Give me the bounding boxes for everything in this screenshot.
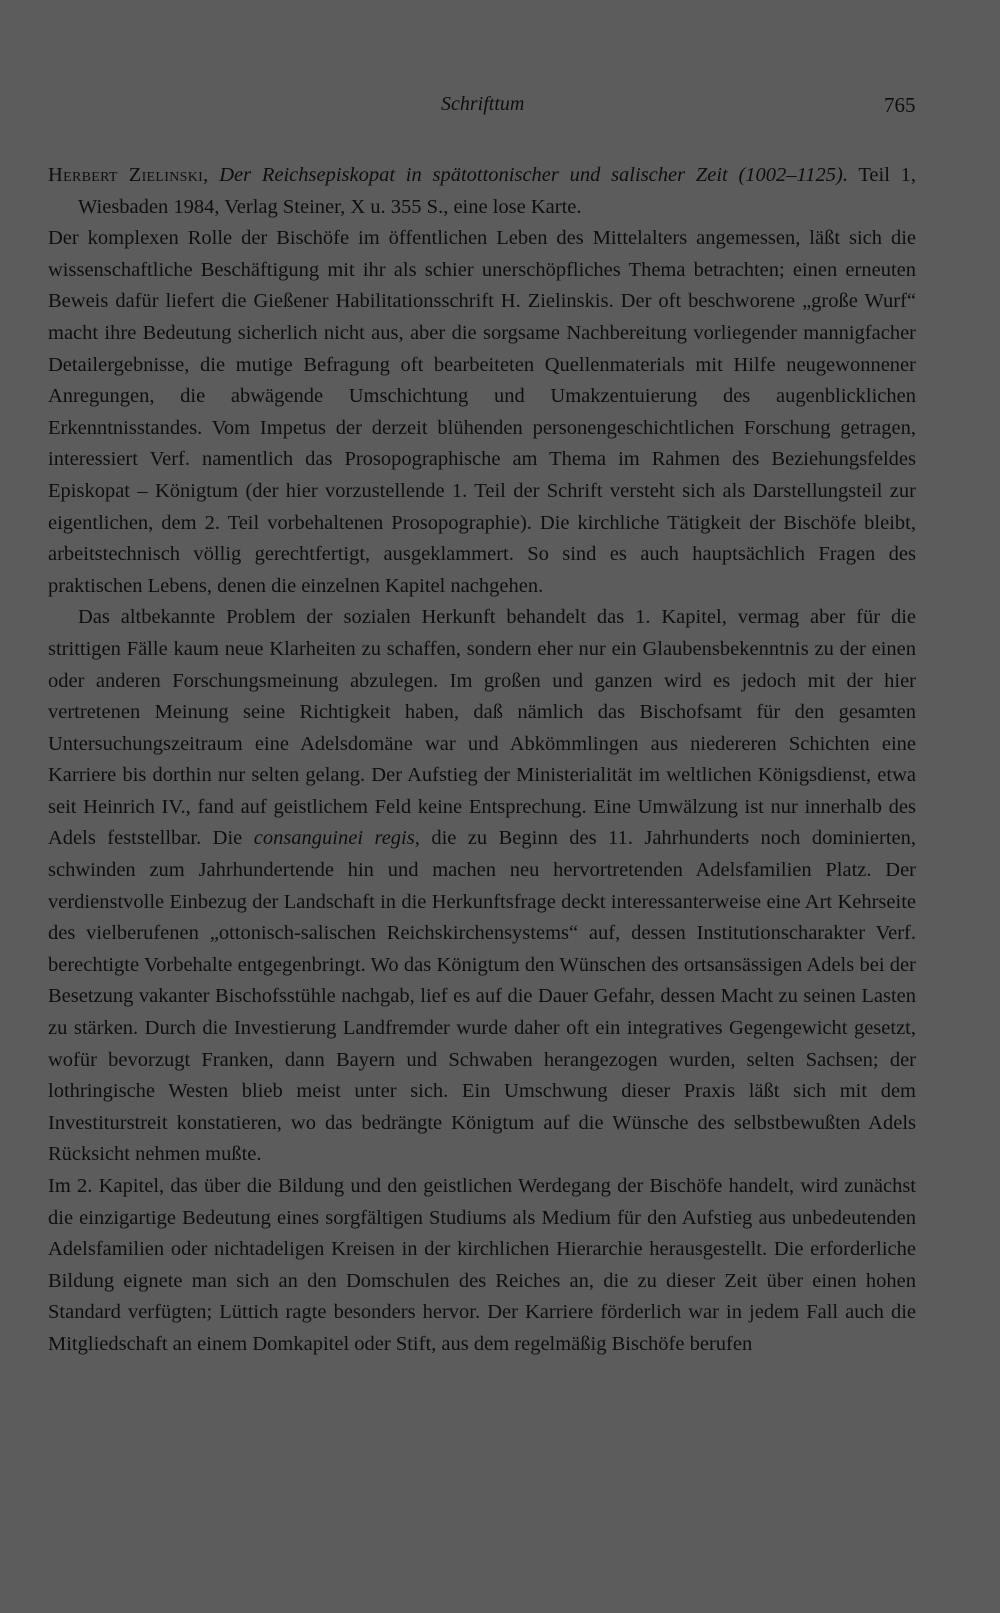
bibliographic-entry xyxy=(48,160,916,223)
paragraph-2-italic-term: consanguinei regis, xyxy=(253,827,420,850)
entry-title: Der Reichsepiskopat in spätottonischer und salischer Zeit (1002–1125). xyxy=(219,164,848,186)
paragraph-2-text-b: die zu Beginn des 11. Jahrhunderts noch dominierten, schwinden zum Jahrhundertende hin und machen neu hervortretenden Adelsfamilien Platz. Der verdienstvolle Einbezug der Landschaft in die Herkunftsfrage deckt interessanterweise eine Art Kehrseite des vielberufenen „ottonisch-salischen Reichskirchensystems“ auf, dessen Institutionscharakter Verf. berechtigte Vorbehalte entgegenbringt. Wo das Königtum den Wünschen des ortsansässigen Adels bei der Besetzung vakanter Bischofsstühle nachgab, lief es auf die Dauer Gefahr, dessen Macht zu seinen Lasten zu stärken. Durch die Investierung Landfremder wurde daher oft ein integratives Gegengewicht gesetzt, wofür bevorzugt Franken, dann Bayern und Schwaben herangezogen wurden, selten Sachsen; der lothringische Westen blieb meist unter sich. Ein Umschwung dieser Praxis läßt sich mit dem Investiturstreit konstatieren, wo das bedrängte Königtum auf die Wünsche des selbstbewußten Adels Rücksicht nehmen mußte. xyxy=(48,827,917,1166)
running-title: Schrifttum xyxy=(441,93,525,115)
paragraph-2-text-a: Das altbekannte Problem der sozialen Herkunft behandelt das 1. Kapitel, vermag aber für die strittigen Fälle kaum neue Klarheiten zu schaffen, sondern eher nur ein Glaubensbekenntnis zu der einen oder anderen Forschungsmeinung abzulegen. Im großen und ganzen wird es jedoch mit der hier vertretenen Meinung seine Richtigkeit haben, daß nämlich das Bischofsamt für den gesamten Untersuchungszeitraum eine Adelsdomäne war und Abkömmlingen aus niedereren Schichten eine Karriere bis dorthin nur selten gelang. Der Aufstieg der Ministerialität im weltlichen Königsdienst, etwa seit Heinrich IV., fand auf geistlichem Feld keine Entsprechung. Eine Umwälzung ist nur innerhalb des Adels feststellbar. Die xyxy=(48,606,916,850)
entry-author: Herbert Zielinski, xyxy=(48,164,209,186)
page-number: 765 xyxy=(884,93,916,117)
running-head xyxy=(0,93,1000,123)
paragraph-3: Im 2. Kapitel, das über die Bildung und den geistlichen Werdegang der Bischöfe handelt, wird zunächst die einzigartige Bedeutung eines sorgfältigen Studiums als Medium für den Aufstieg aus unbedeutenden Adelsfamilien oder nichtadeligen Kreisen in der kirchlichen Hierarchie herausgestellt. Die erforderliche Bildung eignete man sich an den Domschulen des Reiches an, die zu dieser Zeit über einen hohen Standard verfügten; Lüttich ragte besonders hervor. Der Karriere förderlich war in jedem Fall auch die Mitgliedschaft an einem Domkapitel oder Stift, aus dem regelmäßig Bischöfe berufen xyxy=(48,1175,916,1355)
paragraph-2 xyxy=(48,602,916,1171)
entry-details: Teil 1, Wiesbaden 1984, Verlag Steiner, X u. 355 S., eine lose Karte. xyxy=(78,164,916,218)
review-body xyxy=(48,160,916,1361)
paragraph-1: Der komplexen Rolle der Bischöfe im öffentlichen Leben des Mittelalters angemessen, läßt sich die wissenschaftliche Beschäftigung mit ihr als schier unerschöpfliches Thema betrachten; einen erneuten Beweis dafür liefert die Gießener Habilitationsschrift H. Zielinskis. Der oft beschworene „große Wurf“ macht ihre Bedeutung sicherlich nicht aus, aber die sorgsame Nachbereitung vorliegender mannigfacher Detailergebnisse, die mutige Befragung oft bearbeiteten Quellenmaterials mit Hilfe neugewonnener Anregungen, die abwägende Umschichtung und Umakzentuierung des augenblicklichen Erkenntnisstandes. Vom Impetus der derzeit blühenden personengeschichtlichen Forschung getragen, interessiert Verf. namentlich das Prosopographische am Thema im Rahmen des Beziehungsfeldes Episkopat – Königtum (der hier vorzustellende 1. Teil der Schrift versteht sich als Darstellungsteil zur eigentlichen, dem 2. Teil vorbehaltenen Prosopographie). Die kirchliche Tätigkeit der Bischöfe bleibt, arbeitstechnisch völlig gerechtfertigt, ausgeklammert. So sind es auch hauptsächlich Fragen des praktischen Lebens, denen die einzelnen Kapitel nachgehen. xyxy=(48,227,916,597)
